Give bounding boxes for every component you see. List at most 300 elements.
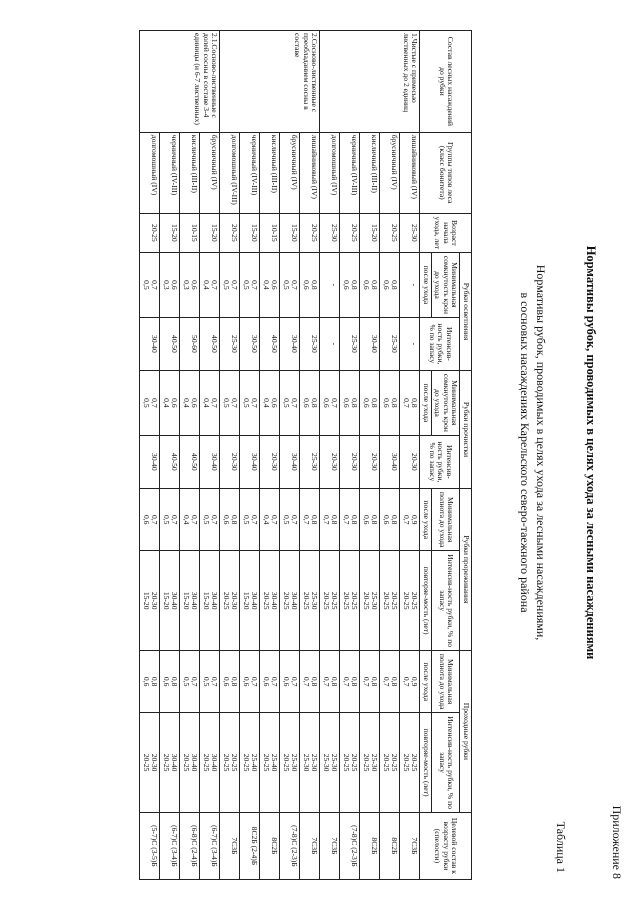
header-c-int: Интенсив-ность рубки, % по запасу [420,435,460,488]
lightening-density-cell [400,253,420,318]
passing-intensity-cell-top: 25-30 [370,753,380,772]
passing-density-cell-top: 0,8 [330,676,340,687]
forest-type-cell: кисличный (III-II) [180,132,200,213]
thinning-intensity-cell-bottom: 15-20 [182,591,191,610]
table-row [220,31,240,880]
table-number: Таблица 1 [554,821,568,873]
lightening-density-cell-bottom: 0,5 [142,280,151,290]
cleaning-density-cell-top: 0,7 [290,398,300,408]
thinning-intensity-cell [200,551,220,650]
header-p-min: Минимальная полнота до ухода [432,650,461,712]
passing-density-cell-bottom: 0,7 [322,676,331,687]
thinning-density-cell-top: 0,9 [410,514,420,525]
table-body [140,31,420,880]
subtitle-line-1: Нормативы рубок, проводимых в целях ухода за лесными насаждениями, [534,264,548,641]
passing-density-cell [360,650,380,712]
passing-intensity-cell-top: 25-30 [310,753,320,772]
thinning-intensity-cell-top: 30-40 [270,591,280,610]
lightening-density-cell-top: - [330,283,340,287]
lightening-density-cell-bottom: 0,6 [302,280,311,290]
lightening-density-cell [320,253,340,318]
thinning-intensity-cell [260,551,280,650]
cleaning-density-cell-top: 0,7 [250,398,260,408]
thinning-intensity-cell-top: 25-30 [370,591,380,610]
cleaning-intensity-cell: 20-30 [400,435,420,488]
table-row [360,31,380,880]
target-composition-cell: (6-7)С (3-4)Б [200,812,220,879]
table-row [160,31,180,880]
cleaning-density-cell-top: 0,7 [150,398,160,408]
passing-density-cell [160,650,180,712]
lightening-intensity-cell: 40-50 [160,317,180,370]
thinning-intensity-cell [320,551,340,650]
thinning-density-cell-top: 0,7 [270,514,280,525]
lightening-density-cell [300,253,320,318]
thinning-intensity-cell-top: 30-40 [250,591,260,610]
cleaning-density-cell-bottom: 0,4 [202,398,211,408]
header-age: Возраст начала ухода, лет [420,213,472,252]
cleaning-density-cell-top: 0,8 [410,398,420,408]
cleaning-density-cell [340,371,360,436]
passing-intensity-cell-bottom: 20-25 [162,753,171,772]
thinning-density-cell-top: 0,7 [250,514,260,525]
header-lightening: Рубки осветления [460,253,472,371]
lightening-density-cell-bottom: 0,6 [362,280,371,290]
thinning-density-cell-top: 0,8 [310,514,320,525]
passing-density-cell-bottom: 0,6 [262,676,271,687]
passing-intensity-cell [140,713,160,812]
passing-density-cell-bottom: 0,6 [242,676,251,687]
cleaning-density-cell-bottom: 0,6 [322,398,331,408]
thinning-intensity-cell [280,551,300,650]
cleaning-intensity-cell: 20-30 [260,435,280,488]
target-composition-cell: 8С2Б (2-4)Б [240,812,260,879]
passing-intensity-cell [300,713,320,812]
header-composition: Состав лесных насаждений до рубки [420,31,472,133]
lightening-density-cell-top: - [410,283,420,287]
thinning-density-cell-bottom: 0,5 [242,514,251,525]
thinning-intensity-cell-top: 20-25 [350,591,360,610]
passing-density-cell-top: 0,7 [270,676,280,687]
thinning-density-cell-top: 0,7 [210,514,220,525]
thinning-intensity-cell [300,551,320,650]
lightening-density-cell [280,253,300,318]
cleaning-intensity-cell: 40-50 [180,435,200,488]
passing-intensity-cell-top: 25-30 [290,753,300,772]
cleaning-intensity-cell: 20-30 [320,435,340,488]
thinning-density-cell-top: 0,8 [350,514,360,525]
passing-intensity-cell-bottom: 20-25 [222,753,231,772]
cleaning-density-cell-bottom: 0,5 [282,398,291,408]
lightening-density-cell [340,253,360,318]
thinning-intensity-cell [160,551,180,650]
passing-density-cell [240,650,260,712]
document-title: Нормативы рубок, проводимых в целях ухода за лесными насаждениями [584,245,598,660]
cleaning-density-cell-bottom: 0,4 [182,398,191,408]
thinning-intensity-cell-top: 20-25 [390,591,400,610]
passing-intensity-cell [380,713,400,812]
lightening-density-cell-top: 0,8 [370,280,380,290]
passing-intensity-cell-top: 20-25 [390,753,400,772]
thinning-density-cell-bottom: 0,6 [382,514,391,525]
thinning-intensity-cell [380,551,400,650]
cleaning-density-cell-bottom: 0,6 [362,398,371,408]
passing-intensity-cell-bottom: 20-25 [402,753,411,772]
passing-intensity-cell [400,713,420,812]
passing-density-cell-top: 0,7 [250,676,260,687]
lightening-density-cell-top: 0,8 [310,280,320,290]
lightening-density-cell-bottom: 0,6 [342,280,351,290]
cleaning-density-cell-top: 0,7 [210,398,220,408]
age-cell: 20-25 [340,213,360,252]
thinning-intensity-cell-top: 20-30 [230,591,240,610]
passing-intensity-cell-bottom: 25-30 [322,753,331,772]
lightening-density-cell [180,253,200,318]
thinning-density-cell-bottom: 0,7 [322,514,331,525]
thinning-density-cell-bottom: 0,7 [402,514,411,525]
header-p-int: Интенсив-ность рубки, % по запасу [432,713,461,812]
target-composition-cell: 8С2Б [360,812,380,879]
thinning-intensity-cell-top: 30-40 [170,591,180,610]
passing-density-cell [400,650,420,712]
passing-density-cell-top: 0,8 [150,676,160,687]
passing-intensity-cell-bottom: 25-30 [302,753,311,772]
cleaning-density-cell [200,371,220,436]
cleaning-density-cell-top: 0,6 [190,398,200,408]
table-row [380,31,400,880]
target-composition-cell: (6-8)С (2-4)Б [180,812,200,879]
passing-intensity-cell [280,713,300,812]
thinning-density-cell [340,488,360,550]
lightening-intensity-cell: 25-30 [380,317,400,370]
target-composition-cell: 7С3Б [300,812,320,879]
cleaning-density-cell-bottom: 0,7 [402,398,411,408]
passing-intensity-cell-top: 30-40 [190,753,200,772]
passing-intensity-cell [260,713,280,812]
thinning-intensity-cell-bottom: 15-20 [162,591,171,610]
lightening-intensity-cell: 25-30 [300,317,320,370]
passing-density-cell-bottom: 0,5 [202,676,211,687]
lightening-intensity-cell: 25-30 [340,317,360,370]
thinning-intensity-cell-bottom: 20-25 [322,591,331,610]
passing-density-cell-top: 0,8 [170,676,180,687]
passing-density-cell-top: 0,8 [230,676,240,687]
cleaning-density-cell-top: 0,6 [270,398,280,408]
lightening-density-cell-top: 0,7 [250,280,260,290]
lightening-density-cell-bottom: 0,5 [222,280,231,290]
forest-type-cell: брусничный (IV) [200,132,220,213]
thinning-density-cell-bottom: 0,5 [282,514,291,525]
passing-density-cell-top: 0,8 [350,676,360,687]
cleaning-density-cell-bottom: 0,6 [382,398,391,408]
header-p-rep: повторяе-мость (лет) [420,713,432,812]
forest-type-cell: черничный (IV-III) [340,132,360,213]
cleaning-intensity-cell: 30-40 [200,435,220,488]
cleaning-intensity-cell: 20-30 [340,435,360,488]
table-row [200,31,220,880]
cleaning-intensity-cell: 30-40 [140,435,160,488]
lightening-intensity-cell: 30-40 [360,317,380,370]
cleaning-density-cell-bottom: 0,4 [262,398,271,408]
lightening-density-cell [240,253,260,318]
thinning-intensity-cell-bottom: 20-25 [402,591,411,610]
passing-intensity-cell [180,713,200,812]
passing-intensity-cell-bottom: 20-25 [202,753,211,772]
cleaning-density-cell-top: 0,8 [390,398,400,408]
target-composition-cell: 8С2Б [260,812,280,879]
cleaning-density-cell [180,371,200,436]
cleaning-density-cell-bottom: 0,4 [162,398,171,408]
thinning-intensity-cell-bottom: 15-20 [202,591,211,610]
age-cell: 10-15 [260,213,280,252]
thinning-intensity-cell-top: 30-40 [290,591,300,610]
thinning-intensity-cell-top: 20-25 [330,591,340,610]
cleaning-intensity-cell: 30-40 [380,435,400,488]
thinning-density-cell [320,488,340,550]
passing-density-cell-bottom: 0,7 [362,676,371,687]
lightening-density-cell-bottom: 0,3 [182,280,191,290]
thinning-intensity-cell-top: 30-40 [190,591,200,610]
thinning-density-cell-top: 0,7 [290,514,300,525]
passing-density-cell-bottom: 0,6 [162,676,171,687]
table-row [400,31,420,880]
passing-density-cell-top: 0,8 [310,676,320,687]
thinning-density-cell-bottom: 0,6 [222,514,231,525]
cleaning-density-cell [300,371,320,436]
age-cell: 20-25 [300,213,320,252]
target-composition-cell: 7С3Б [320,812,340,879]
target-composition-cell: (7-8)С (2-3)Б [340,812,360,879]
cleaning-intensity-cell: 20-30 [360,435,380,488]
lightening-intensity-cell: - [400,317,420,370]
lightening-intensity-cell: 50-60 [180,317,200,370]
cleaning-density-cell-bottom: 0,5 [242,398,251,408]
cleaning-density-cell-top: 0,6 [170,398,180,408]
forest-type-cell: лишайниковый (IV) [400,132,420,213]
age-cell: 25-30 [400,213,420,252]
passing-intensity-cell [340,713,360,812]
thinning-intensity-cell [140,551,160,650]
thinning-density-cell-top: 0,8 [230,514,240,525]
forest-type-cell: черничный (IV-III) [240,132,260,213]
header-l-after: после ухода [420,253,432,318]
thinning-intensity-cell-bottom: 20-25 [282,591,291,610]
lightening-density-cell-top: 0,8 [390,280,400,290]
passing-density-cell-top: 0,7 [290,676,300,687]
thinning-intensity-cell [340,551,360,650]
header-forest-type: Группы типов леса (класс бонитета) [420,132,472,213]
forest-type-cell: кисличный (III-II) [360,132,380,213]
table-row [180,31,200,880]
thinning-intensity-cell-top: 20-30 [150,591,160,610]
age-cell: 20-25 [380,213,400,252]
passing-intensity-cell-top: 30-40 [170,753,180,772]
cleaning-density-cell [320,371,340,436]
header-l-min: Минимальная сомкнутость крон до ухода [432,253,461,318]
lightening-density-cell [380,253,400,318]
forest-type-cell: черничный (IV-III) [160,132,180,213]
passing-intensity-cell-top: 20-30 [150,753,160,772]
cleaning-intensity-cell: 30-40 [280,435,300,488]
table-row [300,31,320,880]
thinning-density-cell [240,488,260,550]
lightening-intensity-cell: 40-50 [260,317,280,370]
thinning-density-cell-bottom: 0,5 [162,514,171,525]
thinning-density-cell [400,488,420,550]
cleaning-density-cell-top: 0,8 [350,398,360,408]
thinning-density-cell [160,488,180,550]
target-composition-cell: (5-7)С (3-5)Б [140,812,160,879]
header-target: Целевой состав к возрасту рубки (спелости) [420,812,472,879]
age-cell: 10-15 [180,213,200,252]
thinning-intensity-cell-bottom: 20-25 [382,591,391,610]
lightening-density-cell-top: 0,7 [210,280,220,290]
thinning-intensity-cell-top: 30-40 [210,591,220,610]
passing-density-cell-top: 0,7 [210,676,220,687]
passing-density-cell [280,650,300,712]
passing-intensity-cell-bottom: 20-25 [142,753,151,772]
age-cell: 15-20 [200,213,220,252]
cleaning-intensity-cell: 20-30 [220,435,240,488]
passing-density-cell-bottom: 0,6 [222,676,231,687]
thinning-density-cell-top: 0,7 [190,514,200,525]
thinning-intensity-cell-top: 20-25 [410,591,420,610]
passing-density-cell [320,650,340,712]
passing-intensity-cell-bottom: 20-25 [262,753,271,772]
thinning-density-cell [200,488,220,550]
passing-intensity-cell-bottom: 20-25 [382,753,391,772]
lightening-intensity-cell: 30-40 [280,317,300,370]
cleaning-density-cell [140,371,160,436]
group-name-cell: 1.Чистые с примесью лиственных до 2 единиц [320,31,420,133]
table-subtitle [517,0,548,905]
passing-intensity-cell [200,713,220,812]
lightening-density-cell-top: 0,7 [150,280,160,290]
thinning-intensity-cell [240,551,260,650]
thinning-density-cell [180,488,200,550]
thinning-density-cell [280,488,300,550]
passing-density-cell [200,650,220,712]
forest-type-cell: долгомошный (IV-III) [220,132,240,213]
passing-intensity-cell-top: 20-25 [350,753,360,772]
cleaning-density-cell-bottom: 0,6 [302,398,311,408]
cleaning-density-cell-top: 0,7 [330,398,340,408]
subtitle-line-2: в сосновых насаждениях Карельского северо-таежного района [518,292,533,613]
thinning-density-cell-bottom: 0,6 [362,514,371,525]
thinning-density-cell [380,488,400,550]
age-cell: 15-20 [240,213,260,252]
thinning-intensity-cell-bottom: 20-25 [362,591,371,610]
lightening-density-cell-top: 0,8 [350,280,360,290]
age-cell: 20-25 [220,213,240,252]
forest-type-cell: брусничный (IV) [280,132,300,213]
cleaning-intensity-cell: 25-30 [300,435,320,488]
age-cell: 20-25 [140,213,160,252]
thinning-intensity-cell-bottom: 20-25 [222,591,231,610]
thinning-density-cell [220,488,240,550]
thinning-intensity-cell-bottom: 20-25 [302,591,311,610]
cleaning-density-cell [360,371,380,436]
lightening-intensity-cell: 40-50 [200,317,220,370]
lightening-density-cell [200,253,220,318]
header-thinning: Рубки прореживания [460,488,472,650]
group-name-cell: 2.Сосново-лиственные с преобладанием сосны в составе [220,31,320,133]
table-row [280,31,300,880]
thinning-density-cell [360,488,380,550]
age-cell: 15-20 [360,213,380,252]
passing-density-cell-bottom: 0,5 [182,676,191,687]
lightening-density-cell-top: 0,6 [170,280,180,290]
lightening-intensity-cell: 30-50 [240,317,260,370]
passing-intensity-cell-bottom: 20-25 [282,753,291,772]
table-row [320,31,340,880]
header-t-rep: повторяе-мость (лет) [420,551,432,650]
passing-intensity-cell-top: 20-25 [410,753,420,772]
thinning-intensity-cell [220,551,240,650]
lightening-density-cell-top: 0,7 [290,280,300,290]
passing-density-cell-top: 0,8 [390,676,400,687]
forest-type-cell: кисличный (III-II) [260,132,280,213]
lightening-density-cell-bottom: 0,5 [282,280,291,290]
cleaning-density-cell-top: 0,8 [310,398,320,408]
cleaning-density-cell [260,371,280,436]
passing-intensity-cell-top: 30-40 [210,753,220,772]
passing-density-cell [220,650,240,712]
cleaning-density-cell-bottom: 0,6 [342,398,351,408]
target-composition-cell: 8С2Б [380,812,400,879]
lightening-density-cell-bottom: 0,4 [202,280,211,290]
age-cell: 15-20 [280,213,300,252]
passing-density-cell-bottom: 0,6 [142,676,151,687]
passing-density-cell-bottom: 0,6 [282,676,291,687]
cleaning-density-cell [160,371,180,436]
passing-intensity-cell [220,713,240,812]
forest-type-cell: долгомошный (IV) [320,132,340,213]
passing-density-cell [340,650,360,712]
passing-intensity-cell [360,713,380,812]
lightening-density-cell-bottom: 0,5 [242,280,251,290]
header-p-after: после ухода [420,650,432,712]
target-composition-cell: 7С3Б [400,812,420,879]
cleaning-density-cell [380,371,400,436]
cleaning-density-cell [400,371,420,436]
lightening-density-cell-top: 0,6 [270,280,280,290]
thinning-density-cell-top: 0,8 [370,514,380,525]
thinning-density-cell-top: 0,7 [150,514,160,525]
thinning-density-cell-top: 0,8 [390,514,400,525]
passing-intensity-cell-top: 25-30 [330,753,340,772]
lightening-density-cell-bottom: 0,4 [262,280,271,290]
cleaning-density-cell-top: 0,7 [230,398,240,408]
passing-density-cell-top: 0,8 [370,676,380,687]
thinning-density-cell-top: 0,8 [330,514,340,525]
thinning-intensity-cell-top: 25-30 [310,591,320,610]
thinning-density-cell [140,488,160,550]
passing-density-cell-bottom: 0,7 [402,676,411,687]
lightening-density-cell [260,253,280,318]
forest-type-cell: долгомошный (IV) [140,132,160,213]
appendix-label: Приложение 8 [610,805,624,879]
thinning-density-cell-bottom: 0,4 [182,514,191,525]
cleaning-density-cell [280,371,300,436]
thinning-intensity-cell-bottom: 15-20 [242,591,251,610]
passing-density-cell-top: 0,9 [410,676,420,687]
passing-density-cell [300,650,320,712]
thinning-density-cell [300,488,320,550]
cleaning-density-cell [240,371,260,436]
cleaning-intensity-cell: 30-40 [240,435,260,488]
thinning-density-cell-top: 0,7 [170,514,180,525]
